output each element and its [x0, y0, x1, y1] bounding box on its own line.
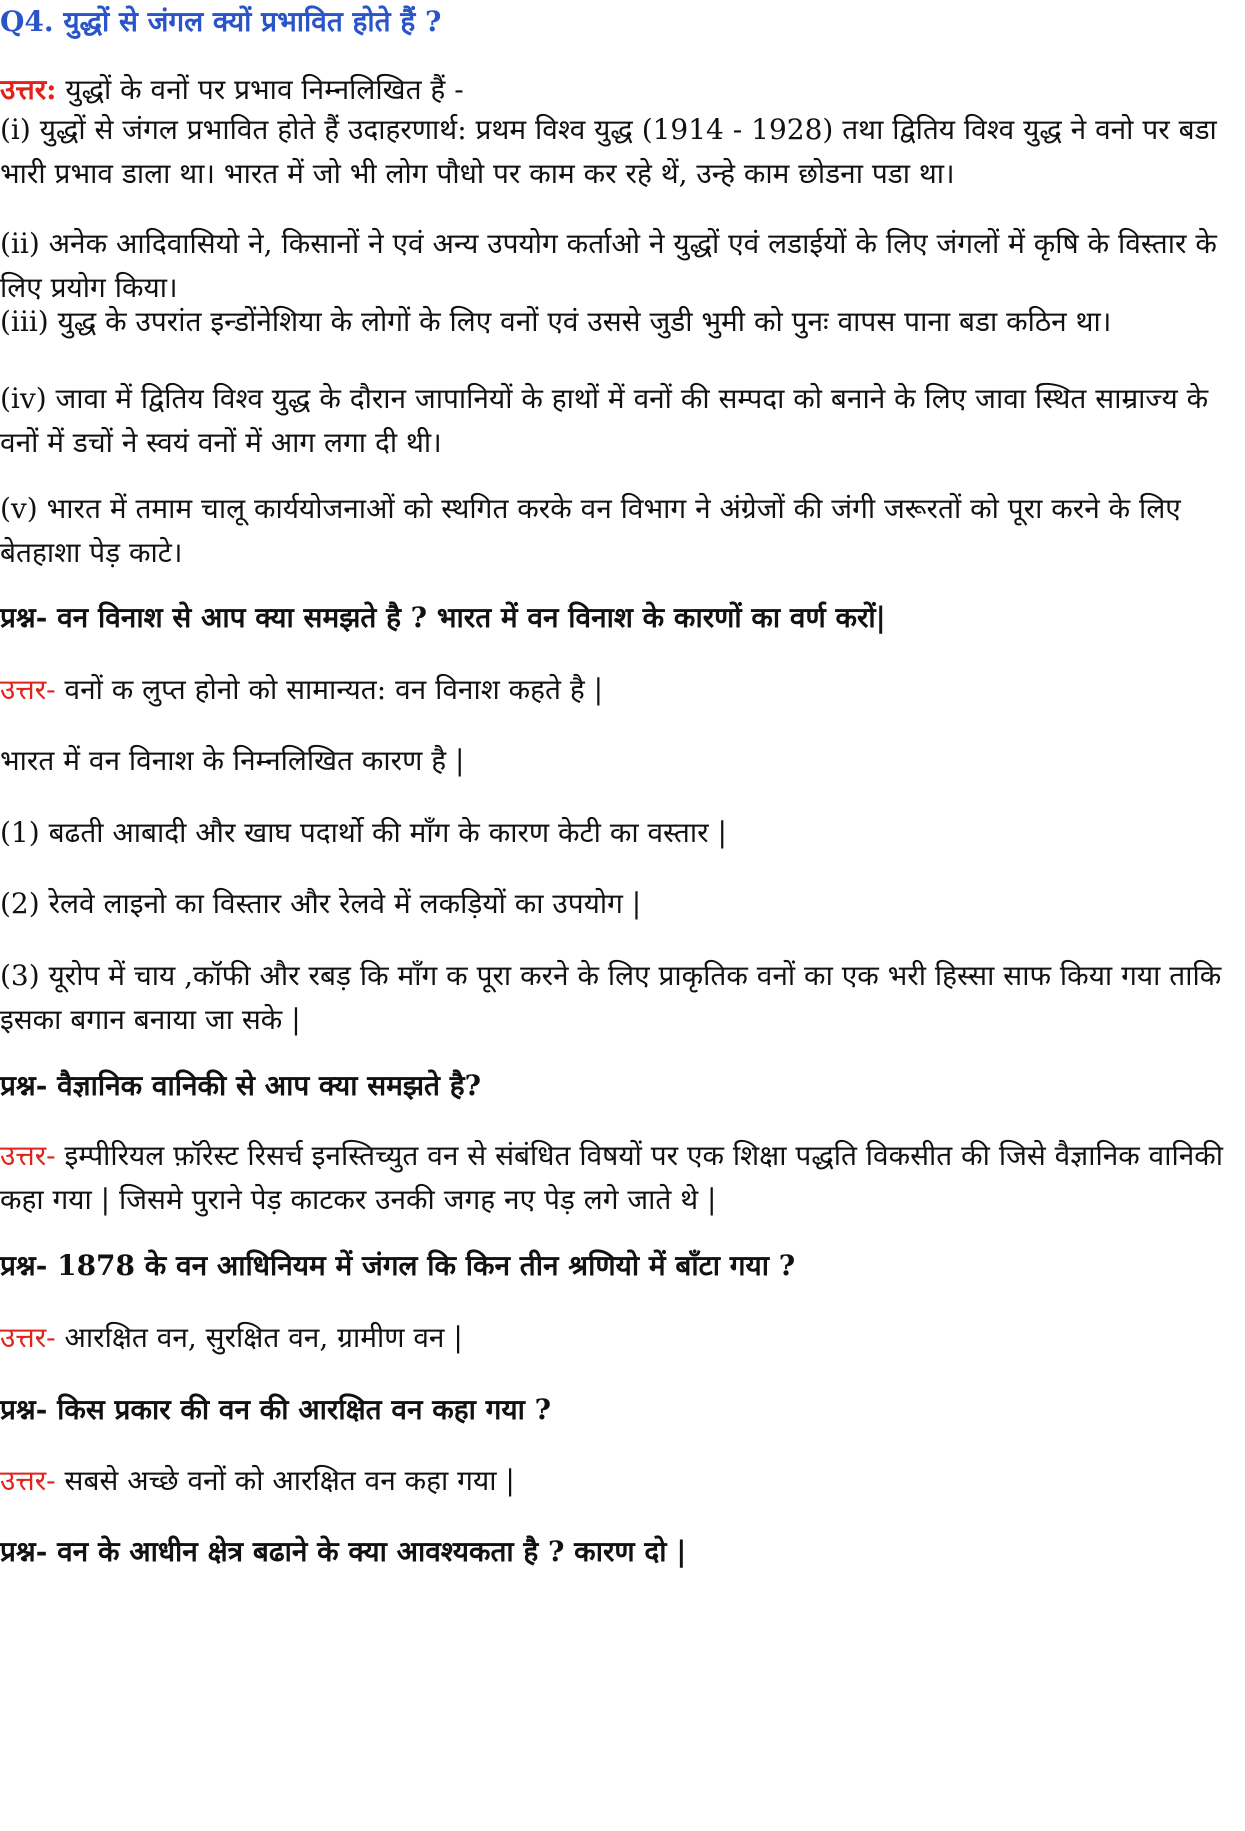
- q5-intro: भारत में वन विनाश के निम्नलिखित कारण है |: [0, 744, 465, 777]
- q4-point-ii: (ii) अनेक आदिवासियो ने, किसानों ने एवं अन्य उपयोग कर्ताओ ने युद्धों एवं लडाईयों के लिए जंगलों में कृषि के विस्तार के लिए प्रयोग किया।: [0, 227, 1217, 304]
- q4-point-iv: (iv) जावा में द्वितिय विश्व युद्ध के दौरान जापानियों के हाथों में वनों की सम्पदा को बनाने के लिए जावा स्थित साम्राज्य के वनों में डचों ने स्वयं वनों में आग लगा दी थी।: [0, 382, 1209, 459]
- q4-answer-label: उत्तर:: [0, 73, 57, 106]
- q5-point-1: (1) बढती आबादी और खाघ पदार्थो की माँग के कारण केटी का वस्तार |: [0, 816, 727, 849]
- q7-question: प्रश्न- 1878 के वन आधिनियम में जंगल कि किन तीन श्रणियो में बाँटा गया ?: [0, 1249, 796, 1282]
- q7-answer: [0, 1316, 1240, 1360]
- q4-point-i: (i) युद्धों से जंगल प्रभावित होते हैं उदाहरणार्थ: प्रथम विश्व युद्ध (1914 - 1928) तथा द्वितिय विश्व युद्ध ने वनो पर बडा भारी प्रभाव डाला था। भारत में जो भी लोग पौधो पर काम कर रहे थें, उन्हे काम छोडना पडा था।: [0, 113, 1217, 190]
- q4-point-v: (v) भारत में तमाम चालू कार्ययोजनाओं को स्थगित करके वन विभाग ने अंग्रेजों की जंगी जरूरतों को पूरा करने के लिए बेतहाशा पेड़ काटे।: [0, 492, 1181, 569]
- q8-answer-text: सबसे अच्छे वनों को आरक्षित वन कहा गया |: [55, 1464, 515, 1497]
- q6-answer: [0, 1134, 1240, 1222]
- q7-answer-text: आरक्षित वन, सुरक्षित वन, ग्रामीण वन |: [55, 1321, 463, 1354]
- q5-point-3: (3) यूरोप में चाय ,कॉफी और रबड़ कि माँग क पूरा करने के लिए प्राकृतिक वनों का एक भरी हिस्सा साफ किया गया ताकि इसका बगान बनाया जा सके |: [0, 959, 1222, 1036]
- q9-question: प्रश्न- वन के आधीन क्षेत्र बढाने के क्या आवश्यकता है ? कारण दो |: [0, 1535, 687, 1568]
- q8-answer-label: उत्तर-: [0, 1464, 56, 1497]
- q7-answer-label: उत्तर-: [0, 1321, 56, 1354]
- q8-question: प्रश्न- किस प्रकार की वन की आरक्षित वन कहा गया ?: [0, 1393, 552, 1426]
- q5-point-2: (2) रेलवे लाइनो का विस्तार और रेलवे में लकड़ियों का उपयोग |: [0, 887, 642, 920]
- q4-point-iii: (iii) युद्ध के उपरांत इन्डोंनेशिया के लोगों के लिए वनों एवं उससे जुडी भुमी को पुनः वापस पाना बडा कठिन था।: [0, 305, 1112, 338]
- q4-question: Q4. युद्धों से जंगल क्यों प्रभावित होते हैं ?: [0, 5, 442, 38]
- q5-answer: [0, 668, 1240, 712]
- q5-question: प्रश्न- वन विनाश से आप क्या समझते है ? भारत में वन विनाश के कारणों का वर्ण करों|: [0, 601, 886, 634]
- q5-answer-label: उत्तर-: [0, 673, 56, 706]
- q6-answer-label: उत्तर-: [0, 1139, 56, 1172]
- q5-answer-text: वनों क लुप्त होनो को सामान्यत: वन विनाश कहते है |: [55, 673, 604, 706]
- q4-intro-text: युद्धों के वनों पर प्रभाव निम्नलिखित हैं -: [56, 73, 464, 106]
- q8-answer: [0, 1459, 1240, 1503]
- q4-answer-intro: [0, 68, 1240, 112]
- q6-answer-text: इम्पीरियल फ़ॉरेस्ट रिसर्च इनस्तिच्युत वन से संबंधित विषयों पर एक शिक्षा पद्धति विकसीत की जिसे वैज्ञानिक वानिकी कहा गया | जिसमे पुराने पेड़ काटकर उनकी जगह नए पेड़ लगे जाते थे |: [0, 1139, 1224, 1216]
- q6-question: प्रश्न- वैज्ञानिक वानिकी से आप क्या समझते है?: [0, 1069, 482, 1102]
